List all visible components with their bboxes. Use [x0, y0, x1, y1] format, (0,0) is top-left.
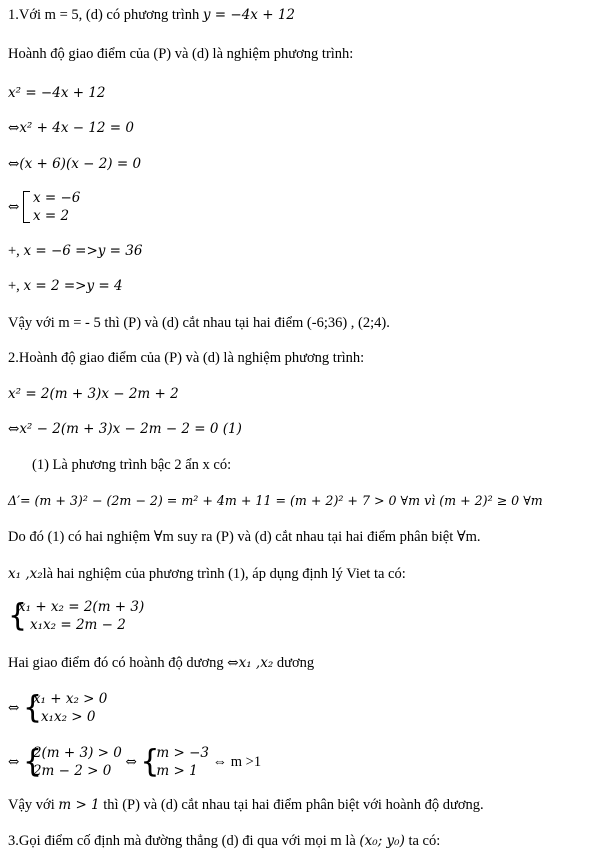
brace-symbol: {: [22, 689, 43, 726]
line-9: Vậy với m = - 5 thì (P) và (d) cắt nhau tại hai điểm (-6;36) , (2;4).: [8, 315, 390, 331]
text: +,: [8, 243, 24, 259]
text: thì (P) và (d) cắt nhau tại hai điểm phân biệt với hoành độ dương.: [99, 797, 484, 813]
bracket-symbol: [23, 191, 30, 223]
line-7: [8, 242, 142, 260]
line-8: [8, 277, 123, 295]
math: (x + 6)(x − 2) = 0: [19, 156, 142, 172]
brace-symbol: {: [140, 743, 160, 780]
text: 1.Với m = 5, (d) có phương trình: [8, 7, 203, 23]
system-row: x₁ + x₂ = 2(m + 3): [18, 599, 145, 615]
line-14: [8, 492, 543, 510]
system-brace: [23, 690, 107, 726]
line-4: [8, 119, 134, 137]
system-row: x₁x₂ = 2m − 2: [30, 617, 126, 633]
line-11: [8, 385, 179, 403]
line-2: Hoành độ giao điểm của (P) và (d) là nghiệm phương trình:: [8, 46, 354, 62]
math: (x₀; y₀): [359, 833, 405, 849]
line-12: [8, 420, 242, 438]
math: x² − 2(m + 3)x − 2m − 2 = 0 (1): [19, 421, 242, 437]
math: Δ′= (m + 3)² − (2m − 2) = m² + 4m + 11 = (m + 2)² + 7 > 0 ∀m vì (m + 2)² ≥ 0 ∀m: [8, 493, 543, 508]
system-brace: [23, 744, 122, 780]
line-13: (1) Là phương trình bậc 2 ẩn x có:: [32, 457, 232, 473]
equiv-symbol: ⇔: [8, 156, 20, 172]
line-21: [8, 796, 484, 814]
text: ta có:: [404, 833, 441, 849]
system-row: x₁x₂ > 0: [40, 709, 96, 725]
equiv-symbol: ⇔: [125, 754, 137, 770]
text: Vậy với: [8, 797, 59, 813]
line-19: [8, 690, 107, 726]
line-5: [8, 155, 141, 173]
line-16: [8, 565, 406, 583]
system-brace: [140, 744, 209, 780]
bracket-row: x = −6: [32, 190, 81, 206]
system-row: x₁ + x₂ > 0: [32, 691, 108, 707]
line-22: [8, 832, 440, 850]
math: x² = −4x + 12: [8, 85, 106, 101]
or-bracket: [23, 189, 80, 225]
line-3: [8, 84, 106, 102]
text: Hai giao điểm đó có hoành độ dương: [8, 655, 228, 671]
line-20: [8, 744, 261, 780]
math: ⇔x₁ ,x₂: [227, 655, 274, 671]
equiv-symbol: ⇔: [8, 120, 20, 136]
text: là hai nghiệm của phương trình (1), áp dụng định lý Viet ta có:: [42, 566, 406, 582]
text: 3.Gọi điểm cố định mà đường thẳng (d) đi qua với mọi m là: [8, 833, 360, 849]
brace-symbol: {: [22, 743, 43, 780]
equiv-symbol: ⇔: [8, 421, 20, 437]
line-10: 2.Hoành độ giao điểm của (P) và (d) là nghiệm phương trình:: [8, 350, 365, 366]
math: m > 1: [58, 797, 100, 813]
bracket-row: x = 2: [32, 208, 70, 224]
line-17: [8, 598, 144, 634]
system-row: 2(m + 3) > 0: [32, 745, 122, 761]
math: x = 2 =>y = 4: [23, 278, 123, 294]
equiv-symbol: ⇔: [8, 754, 20, 770]
math: y = −4x + 12: [202, 7, 295, 23]
math: x = −6 =>y = 36: [23, 243, 143, 259]
brace-symbol: {: [8, 597, 28, 634]
equiv-symbol: ⇔: [8, 700, 20, 716]
equiv-symbol: ⇔: [8, 199, 20, 215]
system-row: m > −3: [156, 745, 209, 761]
text: +,: [8, 278, 24, 294]
text: ⇔ m >1: [212, 754, 262, 770]
math: x² + 4x − 12 = 0: [19, 120, 134, 136]
line-15: Do đó (1) có hai nghiệm ∀m suy ra (P) và (d) cắt nhau tại hai điểm phân biệt ∀m.: [8, 529, 481, 545]
math: x₁ ,x₂: [8, 566, 43, 582]
math: x² = 2(m + 3)x − 2m + 2: [8, 386, 179, 402]
system-row: 2m − 2 > 0: [32, 763, 112, 779]
line-18: [8, 654, 314, 672]
text: dương: [273, 655, 315, 671]
line-6: [8, 189, 80, 225]
system-brace: [8, 598, 144, 634]
line-1: [8, 6, 295, 24]
system-row: m > 1: [156, 763, 198, 779]
